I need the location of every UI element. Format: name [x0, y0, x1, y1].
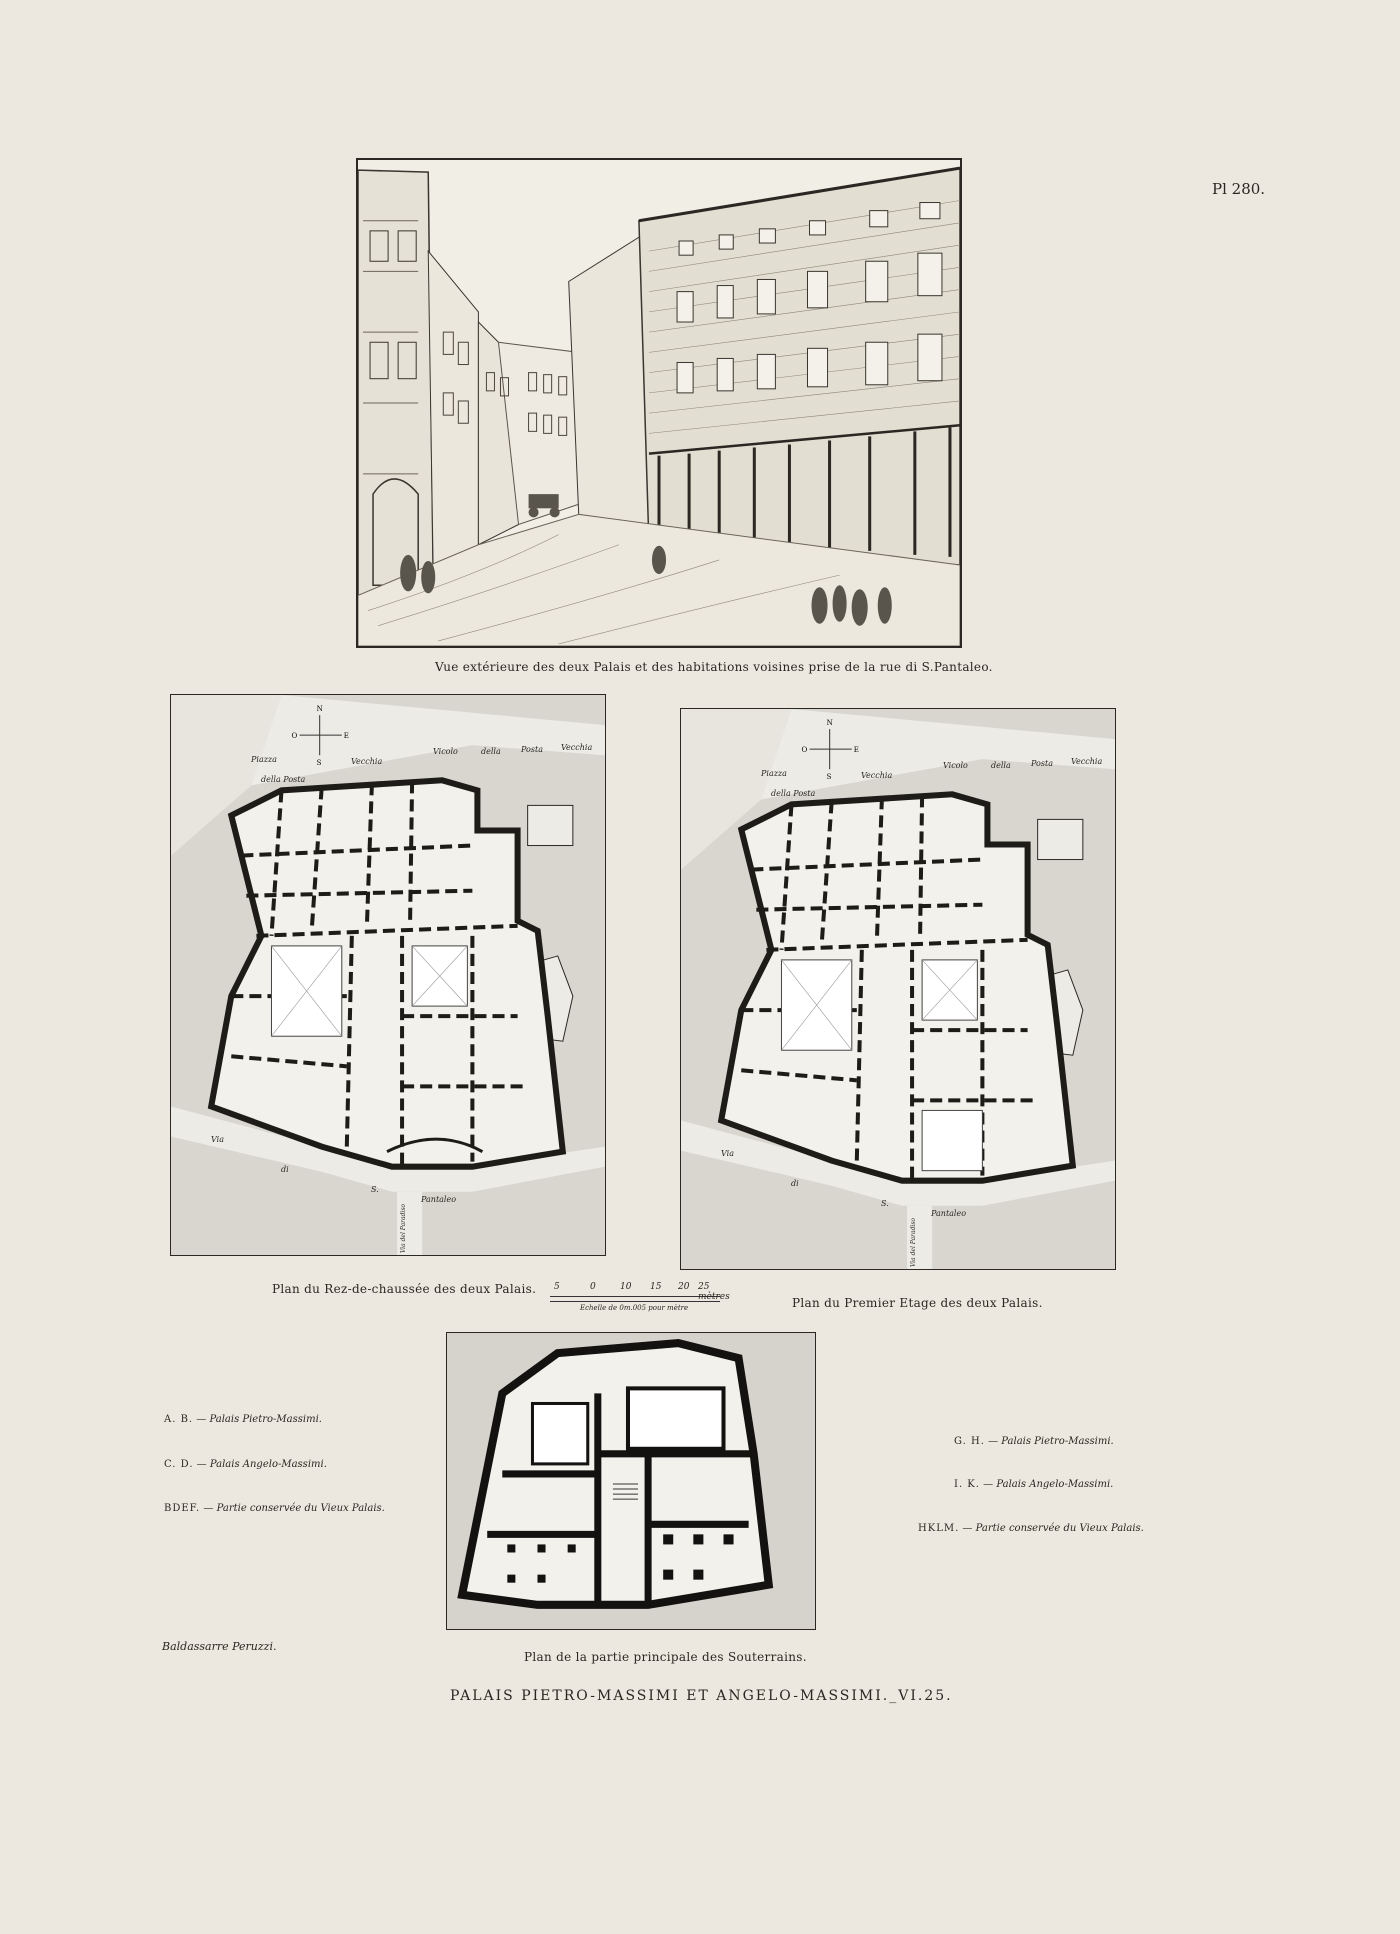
scale-label: Echelle de 0m.005 pour mètre	[580, 1304, 689, 1312]
scale-tick: 25 mètres	[698, 1282, 730, 1302]
architect-name: Baldassarre Peruzzi.	[162, 1640, 277, 1653]
gf-label-della: della	[481, 747, 501, 756]
legend-text: Partie conservée du Vieux Palais.	[216, 1503, 385, 1514]
basement-plan	[446, 1332, 816, 1630]
scale-tick: 20	[678, 1282, 690, 1292]
ff-label-via: Via	[721, 1149, 734, 1158]
legend-text: Palais Pietro-Massimi.	[1001, 1436, 1114, 1447]
legend-code: A. B.	[164, 1414, 194, 1425]
plate-title: PALAIS PIETRO-MASSIMI ET ANGELO-MASSIMI._VI.25.	[450, 1688, 953, 1704]
gf-label-vicolo: Vicolo	[433, 747, 458, 756]
legend-right-item: HKLM. — Partie conservée du Vieux Palais.	[918, 1523, 1144, 1534]
gf-label-pantaleo: Pantaleo	[421, 1195, 457, 1204]
legend-right-item: G. H. — Palais Pietro-Massimi.	[954, 1436, 1114, 1447]
gf-label-s: S.	[371, 1185, 379, 1194]
legend-text: Palais Angelo-Massimi.	[209, 1459, 327, 1470]
gf-label-della-posta: della Posta	[261, 775, 306, 784]
svg-text:N: N	[826, 718, 833, 728]
ff-label-vicolo: Vicolo	[943, 761, 968, 770]
street-view-caption: Vue extérieure des deux Palais et des habitations voisines prise de la rue di S.Pantaleo.	[435, 660, 993, 674]
scale-tick: 5	[554, 1282, 560, 1292]
gf-label-via-del-paradiso: Via del Paradiso	[400, 1203, 408, 1254]
ff-label-via-del-paradiso: Via del Paradiso	[910, 1217, 918, 1268]
svg-text:E: E	[343, 731, 349, 741]
legend-right-item: I. K. — Palais Angelo-Massimi.	[954, 1479, 1114, 1490]
street-view-engraving	[356, 158, 962, 648]
svg-text:N: N	[316, 704, 323, 714]
ff-label-piazza: Piazza	[761, 769, 787, 778]
svg-text:S: S	[826, 772, 832, 782]
legend-text: Partie conservée du Vieux Palais.	[975, 1523, 1144, 1534]
ground-floor-plan	[170, 694, 606, 1256]
legend-code: G. H.	[954, 1436, 985, 1447]
ff-label-vecchia: Vecchia	[861, 771, 893, 780]
ground-floor-caption: Plan du Rez-de-chaussée des deux Palais.	[272, 1282, 537, 1296]
gf-label-vecchia-2: Vecchia	[561, 743, 593, 752]
legend-code: I. K.	[954, 1479, 980, 1490]
legend-left-item: C. D. — Palais Angelo-Massimi.	[164, 1459, 327, 1470]
legend-code: HKLM.	[918, 1523, 960, 1534]
legend-code: C. D.	[164, 1459, 194, 1470]
scale-bar	[550, 1282, 730, 1322]
legend-text: Palais Angelo-Massimi.	[996, 1479, 1114, 1490]
scale-tick: 0	[590, 1282, 596, 1292]
gf-label-vecchia: Vecchia	[351, 757, 383, 766]
gf-label-piazza: Piazza	[251, 755, 277, 764]
ff-label-s: S.	[881, 1199, 889, 1208]
legend-left-item: BDEF. — Partie conservée du Vieux Palais.	[164, 1503, 385, 1514]
basement-caption: Plan de la partie principale des Souterrains.	[524, 1650, 807, 1664]
svg-text:S: S	[316, 758, 322, 768]
ff-label-posta: Posta	[1031, 759, 1053, 768]
legend-left-item: A. B. — Palais Pietro-Massimi.	[164, 1414, 322, 1425]
gf-label-posta: Posta	[521, 745, 543, 754]
plate-number: Pl 280.	[1212, 180, 1266, 198]
legend-text: Palais Pietro-Massimi.	[209, 1414, 322, 1425]
scale-tick: 10	[620, 1282, 632, 1292]
gf-label-via: Via	[211, 1135, 224, 1144]
ff-label-pantaleo: Pantaleo	[931, 1209, 967, 1218]
gf-label-di: di	[281, 1165, 289, 1174]
legend-code: BDEF.	[164, 1503, 201, 1514]
ff-label-della-posta: della Posta	[771, 789, 816, 798]
first-floor-plan	[680, 708, 1116, 1270]
ff-label-della: della	[991, 761, 1011, 770]
scale-tick: 15	[650, 1282, 662, 1292]
svg-text:E: E	[853, 745, 859, 755]
first-floor-caption: Plan du Premier Etage des deux Palais.	[792, 1296, 1043, 1310]
ff-label-di: di	[791, 1179, 799, 1188]
ff-label-vecchia-2: Vecchia	[1071, 757, 1103, 766]
svg-text:O: O	[801, 745, 808, 755]
svg-text:O: O	[291, 731, 298, 741]
